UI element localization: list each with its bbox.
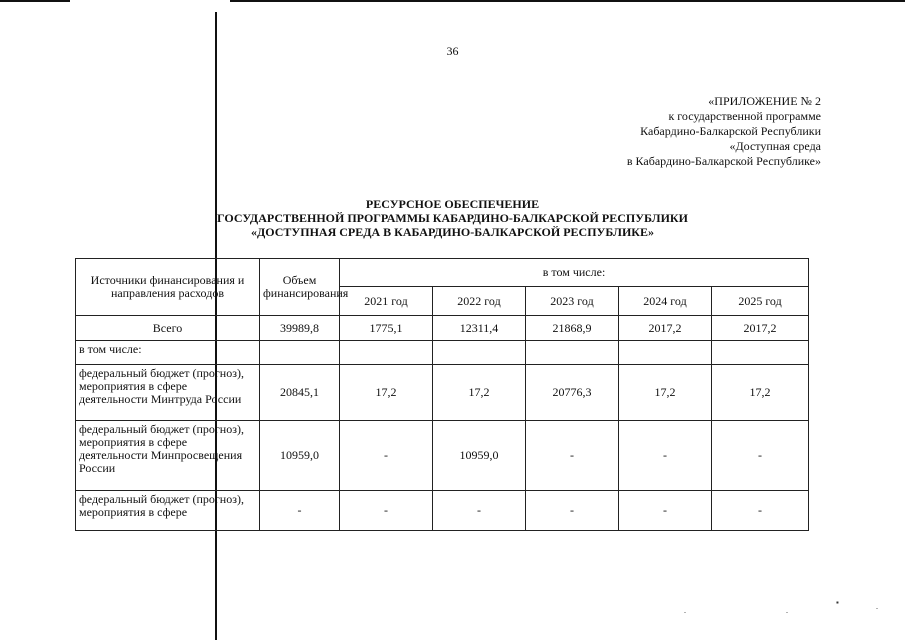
scan-speck: .	[684, 606, 686, 615]
appendix-line: «ПРИЛОЖЕНИЕ № 2	[708, 94, 821, 108]
scan-mark-left	[0, 0, 70, 2]
cell-value: 21868,9	[526, 316, 619, 341]
appendix-line: в Кабардино-Балкарской Республике»	[626, 154, 821, 168]
appendix-line: Кабардино-Балкарской Республики	[640, 124, 821, 138]
scan-speck: .	[876, 602, 878, 611]
cell-value: -	[433, 491, 526, 531]
header-sources: Источники финансирования и направления расходов	[76, 259, 260, 316]
header-year: 2023 год	[526, 287, 619, 316]
cell-value: 17,2	[340, 365, 433, 421]
cell-total: 10959,0	[260, 421, 340, 491]
header-including: в том числе:	[340, 259, 809, 287]
header-volume: Объем финансирования	[260, 259, 340, 316]
table-row-partial	[76, 491, 809, 531]
page-number: 36	[446, 44, 459, 58]
cell-value: -	[340, 491, 433, 531]
scan-mark-right	[230, 0, 905, 2]
cell-value	[526, 341, 619, 365]
cell-value: -	[526, 491, 619, 531]
cell-value: 20776,3	[526, 365, 619, 421]
header-year: 2022 год	[433, 287, 526, 316]
appendix-block	[561, 94, 821, 169]
title-line: «ДОСТУПНАЯ СРЕДА В КАБАРДИНО-БАЛКАРСКОЙ РЕСПУБЛИКЕ»	[251, 225, 654, 239]
cell-value: -	[712, 421, 809, 491]
cell-value: -	[340, 421, 433, 491]
cell-value: -	[619, 491, 712, 531]
appendix-line: «Доступная среда	[729, 139, 821, 153]
cell-value	[712, 341, 809, 365]
row-label: федеральный бюджет (прогноз), мероприятия в сфере деятельности Минтруда России	[76, 365, 260, 421]
header-year: 2021 год	[340, 287, 433, 316]
cell-total	[260, 341, 340, 365]
cell-total: -	[260, 491, 340, 531]
table-row-minprosvescheniya	[76, 421, 809, 491]
cell-total: 20845,1	[260, 365, 340, 421]
cell-value: 12311,4	[433, 316, 526, 341]
cell-value: -	[712, 491, 809, 531]
resource-table	[75, 258, 809, 531]
header-year: 2025 год	[712, 287, 809, 316]
table-row-including	[76, 341, 809, 365]
table-row-total	[76, 316, 809, 341]
table-row-mintrud	[76, 365, 809, 421]
cell-value: -	[526, 421, 619, 491]
cell-value: 17,2	[433, 365, 526, 421]
cell-value	[340, 341, 433, 365]
title-line: ГОСУДАРСТВЕННОЙ ПРОГРАММЫ КАБАРДИНО-БАЛКАРСКОЙ РЕСПУБЛИКИ	[217, 211, 688, 225]
cell-value	[433, 341, 526, 365]
row-label: Всего	[76, 316, 260, 341]
scan-speck: ▪	[836, 598, 839, 607]
cell-value: 2017,2	[619, 316, 712, 341]
cell-value: 17,2	[712, 365, 809, 421]
cell-value: 17,2	[619, 365, 712, 421]
cell-value: 2017,2	[712, 316, 809, 341]
cell-value	[619, 341, 712, 365]
cell-value: 1775,1	[340, 316, 433, 341]
cell-total: 39989,8	[260, 316, 340, 341]
document-title	[0, 197, 905, 239]
header-year: 2024 год	[619, 287, 712, 316]
row-label: федеральный бюджет (прогноз), мероприятия в сфере деятельности Минпросвещения России	[76, 421, 260, 491]
scan-speck: .	[786, 606, 788, 615]
row-label: в том числе:	[76, 341, 260, 365]
appendix-line: к государственной программе	[668, 109, 821, 123]
cell-value: 10959,0	[433, 421, 526, 491]
cell-value: -	[619, 421, 712, 491]
title-line: РЕСУРСНОЕ ОБЕСПЕЧЕНИЕ	[365, 197, 540, 211]
row-label: федеральный бюджет (прогноз), мероприятия в сфере	[76, 491, 260, 531]
